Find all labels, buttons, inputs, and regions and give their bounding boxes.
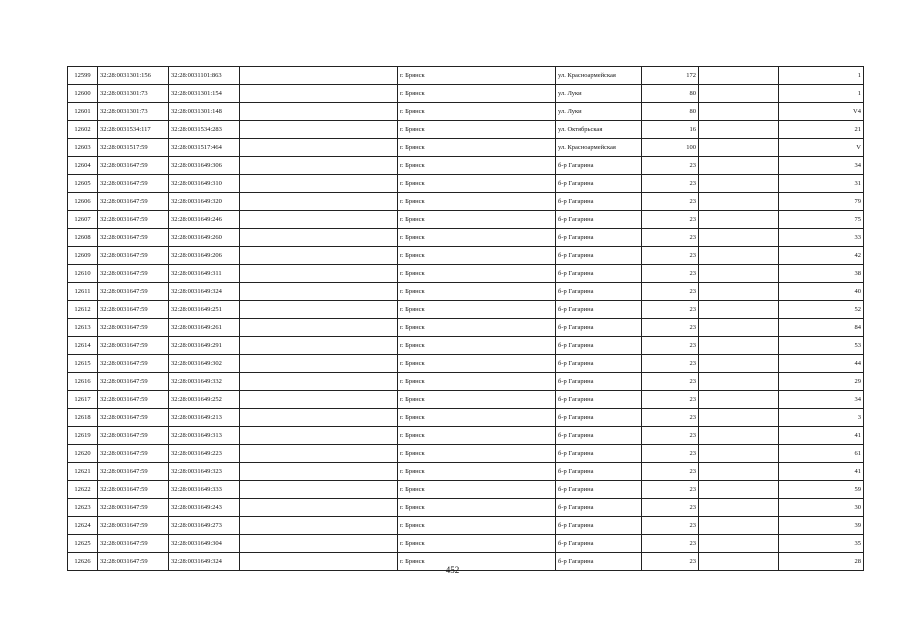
cell-number: 12626: [68, 553, 98, 571]
cell-street: б-р Гагарина: [556, 301, 642, 319]
cell-street: б-р Гагарина: [556, 283, 642, 301]
cell-empty: [699, 517, 779, 535]
cell-city: г. Брянск: [398, 139, 556, 157]
cell-street: б-р Гагарина: [556, 481, 642, 499]
cell-street: б-р Гагарина: [556, 211, 642, 229]
cell-apartment: 75: [779, 211, 864, 229]
cell-object-cadastral: 32:28:0031649:260: [169, 229, 240, 247]
cell-object-cadastral: 32:28:0031649:304: [169, 535, 240, 553]
cell-house: 80: [642, 103, 699, 121]
cell-house: 23: [642, 463, 699, 481]
cell-empty: [699, 211, 779, 229]
cell-parcel-cadastral: 32:28:0031647:59: [98, 193, 169, 211]
table-row: [68, 229, 864, 247]
cell-number: 12623: [68, 499, 98, 517]
cell-number: 12616: [68, 373, 98, 391]
cell-number: 12601: [68, 103, 98, 121]
cell-house: 23: [642, 283, 699, 301]
cell-number: 12619: [68, 427, 98, 445]
cell-city: г. Брянск: [398, 193, 556, 211]
cell-house: 23: [642, 247, 699, 265]
cell-street: б-р Гагарина: [556, 445, 642, 463]
cell-house: 23: [642, 409, 699, 427]
cell-house: 16: [642, 121, 699, 139]
cell-parcel-cadastral: 32:28:0031647:59: [98, 463, 169, 481]
cell-empty: [240, 229, 398, 247]
table-row: [68, 121, 864, 139]
cell-apartment: 1: [779, 67, 864, 85]
cell-object-cadastral: 32:28:0031649:320: [169, 193, 240, 211]
cell-object-cadastral: 32:28:0031649:206: [169, 247, 240, 265]
cell-parcel-cadastral: 32:28:0031301:73: [98, 85, 169, 103]
cell-empty: [699, 283, 779, 301]
table-row: [68, 391, 864, 409]
cell-empty: [240, 301, 398, 319]
cell-house: 100: [642, 139, 699, 157]
cell-empty: [699, 427, 779, 445]
cell-empty: [240, 427, 398, 445]
table-row: [68, 85, 864, 103]
cell-empty: [699, 67, 779, 85]
cell-city: г. Брянск: [398, 301, 556, 319]
cell-empty: [240, 337, 398, 355]
cell-city: г. Брянск: [398, 175, 556, 193]
table-row: [68, 355, 864, 373]
cell-empty: [699, 409, 779, 427]
cell-object-cadastral: 32:28:0031101:863: [169, 67, 240, 85]
cell-apartment: V: [779, 139, 864, 157]
cell-street: б-р Гагарина: [556, 517, 642, 535]
cell-apartment: 39: [779, 517, 864, 535]
cell-empty: [699, 139, 779, 157]
cell-street: б-р Гагарина: [556, 355, 642, 373]
cell-object-cadastral: 32:28:0031649:332: [169, 373, 240, 391]
cell-apartment: 52: [779, 301, 864, 319]
cell-object-cadastral: 32:28:0031649:310: [169, 175, 240, 193]
cell-parcel-cadastral: 32:28:0031647:59: [98, 337, 169, 355]
table-row: [68, 283, 864, 301]
cell-street: б-р Гагарина: [556, 265, 642, 283]
cell-object-cadastral: 32:28:0031649:246: [169, 211, 240, 229]
cell-apartment: 34: [779, 157, 864, 175]
cell-number: 12612: [68, 301, 98, 319]
cell-city: г. Брянск: [398, 211, 556, 229]
cell-object-cadastral: 32:28:0031649:291: [169, 337, 240, 355]
cell-number: 12624: [68, 517, 98, 535]
cell-number: 12603: [68, 139, 98, 157]
cell-house: 23: [642, 337, 699, 355]
cell-city: г. Брянск: [398, 337, 556, 355]
cell-apartment: 29: [779, 373, 864, 391]
cell-street: б-р Гагарина: [556, 319, 642, 337]
cell-empty: [240, 265, 398, 283]
cell-house: 23: [642, 157, 699, 175]
cell-house: 23: [642, 391, 699, 409]
table-row: [68, 265, 864, 283]
cell-empty: [699, 481, 779, 499]
table-row: [68, 337, 864, 355]
cell-parcel-cadastral: 32:28:0031647:59: [98, 283, 169, 301]
page-number: 452: [445, 565, 460, 575]
cell-parcel-cadastral: 32:28:0031647:59: [98, 247, 169, 265]
cell-parcel-cadastral: 32:28:0031647:59: [98, 211, 169, 229]
cell-number: 12614: [68, 337, 98, 355]
cell-empty: [240, 355, 398, 373]
cell-parcel-cadastral: 32:28:0031647:59: [98, 409, 169, 427]
cell-street: б-р Гагарина: [556, 157, 642, 175]
cell-apartment: 38: [779, 265, 864, 283]
cell-house: 23: [642, 301, 699, 319]
cell-street: ул. Луки: [556, 103, 642, 121]
cell-number: 12607: [68, 211, 98, 229]
cell-empty: [699, 499, 779, 517]
cell-city: г. Брянск: [398, 499, 556, 517]
cell-apartment: 31: [779, 175, 864, 193]
cell-house: 23: [642, 373, 699, 391]
cell-empty: [240, 247, 398, 265]
cell-empty: [240, 193, 398, 211]
cell-city: г. Брянск: [398, 463, 556, 481]
cell-empty: [699, 193, 779, 211]
cell-city: г. Брянск: [398, 229, 556, 247]
cell-number: 12613: [68, 319, 98, 337]
cell-house: 23: [642, 517, 699, 535]
cell-apartment: 41: [779, 463, 864, 481]
cell-house: 23: [642, 499, 699, 517]
cell-number: 12622: [68, 481, 98, 499]
cell-object-cadastral: 32:28:0031649:313: [169, 427, 240, 445]
cell-city: г. Брянск: [398, 553, 556, 571]
cell-house: 23: [642, 175, 699, 193]
cell-empty: [240, 319, 398, 337]
cell-object-cadastral: 32:28:0031649:251: [169, 301, 240, 319]
cell-parcel-cadastral: 32:28:0031647:59: [98, 391, 169, 409]
cell-parcel-cadastral: 32:28:0031647:59: [98, 553, 169, 571]
cell-street: ул. Октябрьская: [556, 121, 642, 139]
cell-number: 12599: [68, 67, 98, 85]
cell-city: г. Брянск: [398, 265, 556, 283]
cell-parcel-cadastral: 32:28:0031647:59: [98, 301, 169, 319]
table-row: [68, 175, 864, 193]
table-row: [68, 247, 864, 265]
cell-parcel-cadastral: 32:28:0031647:59: [98, 517, 169, 535]
cell-number: 12611: [68, 283, 98, 301]
cell-house: 23: [642, 355, 699, 373]
table-row: [68, 499, 864, 517]
cell-street: ул. Красноармейская: [556, 139, 642, 157]
cell-city: г. Брянск: [398, 445, 556, 463]
cell-empty: [699, 373, 779, 391]
cell-apartment: 28: [779, 553, 864, 571]
table-row: [68, 445, 864, 463]
table-body: [68, 67, 864, 571]
cell-house: 23: [642, 229, 699, 247]
cell-empty: [240, 409, 398, 427]
cell-empty: [699, 301, 779, 319]
cell-object-cadastral: 32:28:0031649:252: [169, 391, 240, 409]
cell-empty: [240, 373, 398, 391]
table-row: [68, 373, 864, 391]
cell-street: б-р Гагарина: [556, 229, 642, 247]
cell-street: б-р Гагарина: [556, 427, 642, 445]
cell-object-cadastral: 32:28:0031649:324: [169, 553, 240, 571]
cell-city: г. Брянск: [398, 283, 556, 301]
cell-house: 23: [642, 535, 699, 553]
cell-number: 12605: [68, 175, 98, 193]
cell-city: г. Брянск: [398, 247, 556, 265]
cell-parcel-cadastral: 32:28:0031534:117: [98, 121, 169, 139]
cell-number: 12625: [68, 535, 98, 553]
cell-street: б-р Гагарина: [556, 337, 642, 355]
cell-city: г. Брянск: [398, 121, 556, 139]
cell-street: б-р Гагарина: [556, 373, 642, 391]
cell-street: б-р Гагарина: [556, 535, 642, 553]
cell-object-cadastral: 32:28:0031649:243: [169, 499, 240, 517]
table-row: [68, 481, 864, 499]
cell-object-cadastral: 32:28:0031517:464: [169, 139, 240, 157]
cell-object-cadastral: 32:28:0031301:154: [169, 85, 240, 103]
cell-apartment: 84: [779, 319, 864, 337]
cell-house: 172: [642, 67, 699, 85]
cell-empty: [699, 103, 779, 121]
cell-empty: [699, 319, 779, 337]
cell-object-cadastral: 32:28:0031649:324: [169, 283, 240, 301]
cell-empty: [240, 481, 398, 499]
cell-city: г. Брянск: [398, 409, 556, 427]
cell-empty: [240, 445, 398, 463]
cell-parcel-cadastral: 32:28:0031647:59: [98, 355, 169, 373]
cell-object-cadastral: 32:28:0031649:306: [169, 157, 240, 175]
table-row: [68, 427, 864, 445]
cell-object-cadastral: 32:28:0031649:261: [169, 319, 240, 337]
cell-object-cadastral: 32:28:0031649:323: [169, 463, 240, 481]
cell-street: б-р Гагарина: [556, 553, 642, 571]
cell-empty: [240, 85, 398, 103]
cell-empty: [699, 265, 779, 283]
cell-apartment: 44: [779, 355, 864, 373]
cell-number: 12621: [68, 463, 98, 481]
cell-house: 23: [642, 445, 699, 463]
cell-apartment: 3: [779, 409, 864, 427]
cell-empty: [699, 355, 779, 373]
cell-street: б-р Гагарина: [556, 193, 642, 211]
cell-apartment: 79: [779, 193, 864, 211]
cell-empty: [240, 499, 398, 517]
table-row: [68, 193, 864, 211]
cell-city: г. Брянск: [398, 427, 556, 445]
cell-number: 12606: [68, 193, 98, 211]
cell-empty: [699, 391, 779, 409]
cell-number: 12608: [68, 229, 98, 247]
cell-city: г. Брянск: [398, 103, 556, 121]
table-row: [68, 211, 864, 229]
table-row: [68, 409, 864, 427]
cell-empty: [699, 175, 779, 193]
cell-parcel-cadastral: 32:28:0031647:59: [98, 427, 169, 445]
table-row: [68, 139, 864, 157]
cell-number: 12600: [68, 85, 98, 103]
cell-empty: [699, 445, 779, 463]
table-row: [68, 301, 864, 319]
table-row: [68, 319, 864, 337]
cell-object-cadastral: 32:28:0031534:283: [169, 121, 240, 139]
cell-city: г. Брянск: [398, 157, 556, 175]
cell-number: 12609: [68, 247, 98, 265]
registry-table: [67, 66, 864, 571]
cell-empty: [240, 283, 398, 301]
cell-street: б-р Гагарина: [556, 175, 642, 193]
cell-parcel-cadastral: 32:28:0031647:59: [98, 175, 169, 193]
table-row: [68, 103, 864, 121]
cell-street: б-р Гагарина: [556, 463, 642, 481]
cell-number: 12615: [68, 355, 98, 373]
cell-house: 23: [642, 193, 699, 211]
cell-street: б-р Гагарина: [556, 499, 642, 517]
cell-parcel-cadastral: 32:28:0031647:59: [98, 445, 169, 463]
cell-city: г. Брянск: [398, 85, 556, 103]
cell-house: 23: [642, 319, 699, 337]
cell-empty: [699, 463, 779, 481]
cell-apartment: 40: [779, 283, 864, 301]
cell-number: 12617: [68, 391, 98, 409]
cell-street: ул. Красноармейская: [556, 67, 642, 85]
cell-number: 12602: [68, 121, 98, 139]
cell-city: г. Брянск: [398, 391, 556, 409]
cell-house: 23: [642, 427, 699, 445]
cell-empty: [240, 535, 398, 553]
cell-number: 12610: [68, 265, 98, 283]
cell-house: 80: [642, 85, 699, 103]
cell-empty: [699, 85, 779, 103]
cell-empty: [699, 535, 779, 553]
cell-apartment: 53: [779, 337, 864, 355]
cell-empty: [240, 157, 398, 175]
cell-apartment: 59: [779, 481, 864, 499]
cell-empty: [240, 139, 398, 157]
cell-street: б-р Гагарина: [556, 391, 642, 409]
table-row: [68, 463, 864, 481]
cell-parcel-cadastral: 32:28:0031647:59: [98, 229, 169, 247]
cell-object-cadastral: 32:28:0031649:311: [169, 265, 240, 283]
cell-house: 23: [642, 265, 699, 283]
cell-parcel-cadastral: 32:28:0031647:59: [98, 481, 169, 499]
cell-number: 12618: [68, 409, 98, 427]
cell-apartment: 42: [779, 247, 864, 265]
cell-object-cadastral: 32:28:0031649:223: [169, 445, 240, 463]
cell-parcel-cadastral: 32:28:0031647:59: [98, 319, 169, 337]
cell-empty: [699, 157, 779, 175]
cell-apartment: V4: [779, 103, 864, 121]
cell-apartment: 33: [779, 229, 864, 247]
cell-city: г. Брянск: [398, 373, 556, 391]
cell-number: 12620: [68, 445, 98, 463]
cell-empty: [240, 67, 398, 85]
cell-object-cadastral: 32:28:0031649:213: [169, 409, 240, 427]
cell-city: г. Брянск: [398, 535, 556, 553]
cell-street: ул. Луки: [556, 85, 642, 103]
table-row: [68, 67, 864, 85]
cell-object-cadastral: 32:28:0031301:148: [169, 103, 240, 121]
cell-parcel-cadastral: 32:28:0031301:156: [98, 67, 169, 85]
cell-street: б-р Гагарина: [556, 247, 642, 265]
cell-city: г. Брянск: [398, 517, 556, 535]
cell-parcel-cadastral: 32:28:0031517:59: [98, 139, 169, 157]
cell-city: г. Брянск: [398, 67, 556, 85]
cell-apartment: 34: [779, 391, 864, 409]
cell-parcel-cadastral: 32:28:0031647:59: [98, 373, 169, 391]
cell-city: г. Брянск: [398, 481, 556, 499]
cell-parcel-cadastral: 32:28:0031647:59: [98, 499, 169, 517]
cell-empty: [240, 211, 398, 229]
cell-house: 23: [642, 211, 699, 229]
cell-empty: [699, 121, 779, 139]
cell-apartment: 35: [779, 535, 864, 553]
cell-parcel-cadastral: 32:28:0031647:59: [98, 265, 169, 283]
cell-parcel-cadastral: 32:28:0031647:59: [98, 535, 169, 553]
cell-empty: [240, 121, 398, 139]
cell-object-cadastral: 32:28:0031649:273: [169, 517, 240, 535]
table-row: [68, 535, 864, 553]
cell-house: 23: [642, 481, 699, 499]
cell-apartment: 61: [779, 445, 864, 463]
cell-empty: [240, 517, 398, 535]
table-row: [68, 517, 864, 535]
cell-object-cadastral: 32:28:0031649:302: [169, 355, 240, 373]
cell-empty: [699, 337, 779, 355]
cell-street: б-р Гагарина: [556, 409, 642, 427]
cell-parcel-cadastral: 32:28:0031647:59: [98, 157, 169, 175]
cell-city: г. Брянск: [398, 319, 556, 337]
cell-object-cadastral: 32:28:0031649:333: [169, 481, 240, 499]
cell-empty: [699, 229, 779, 247]
cell-parcel-cadastral: 32:28:0031301:73: [98, 103, 169, 121]
cell-empty: [699, 247, 779, 265]
cell-apartment: 30: [779, 499, 864, 517]
table-row: [68, 157, 864, 175]
cell-apartment: 1: [779, 85, 864, 103]
cell-number: 12604: [68, 157, 98, 175]
cell-house: 23: [642, 553, 699, 571]
cell-empty: [240, 175, 398, 193]
cell-apartment: 21: [779, 121, 864, 139]
cell-empty: [240, 463, 398, 481]
cell-empty: [240, 103, 398, 121]
cell-empty: [240, 391, 398, 409]
cell-apartment: 41: [779, 427, 864, 445]
cell-city: г. Брянск: [398, 355, 556, 373]
